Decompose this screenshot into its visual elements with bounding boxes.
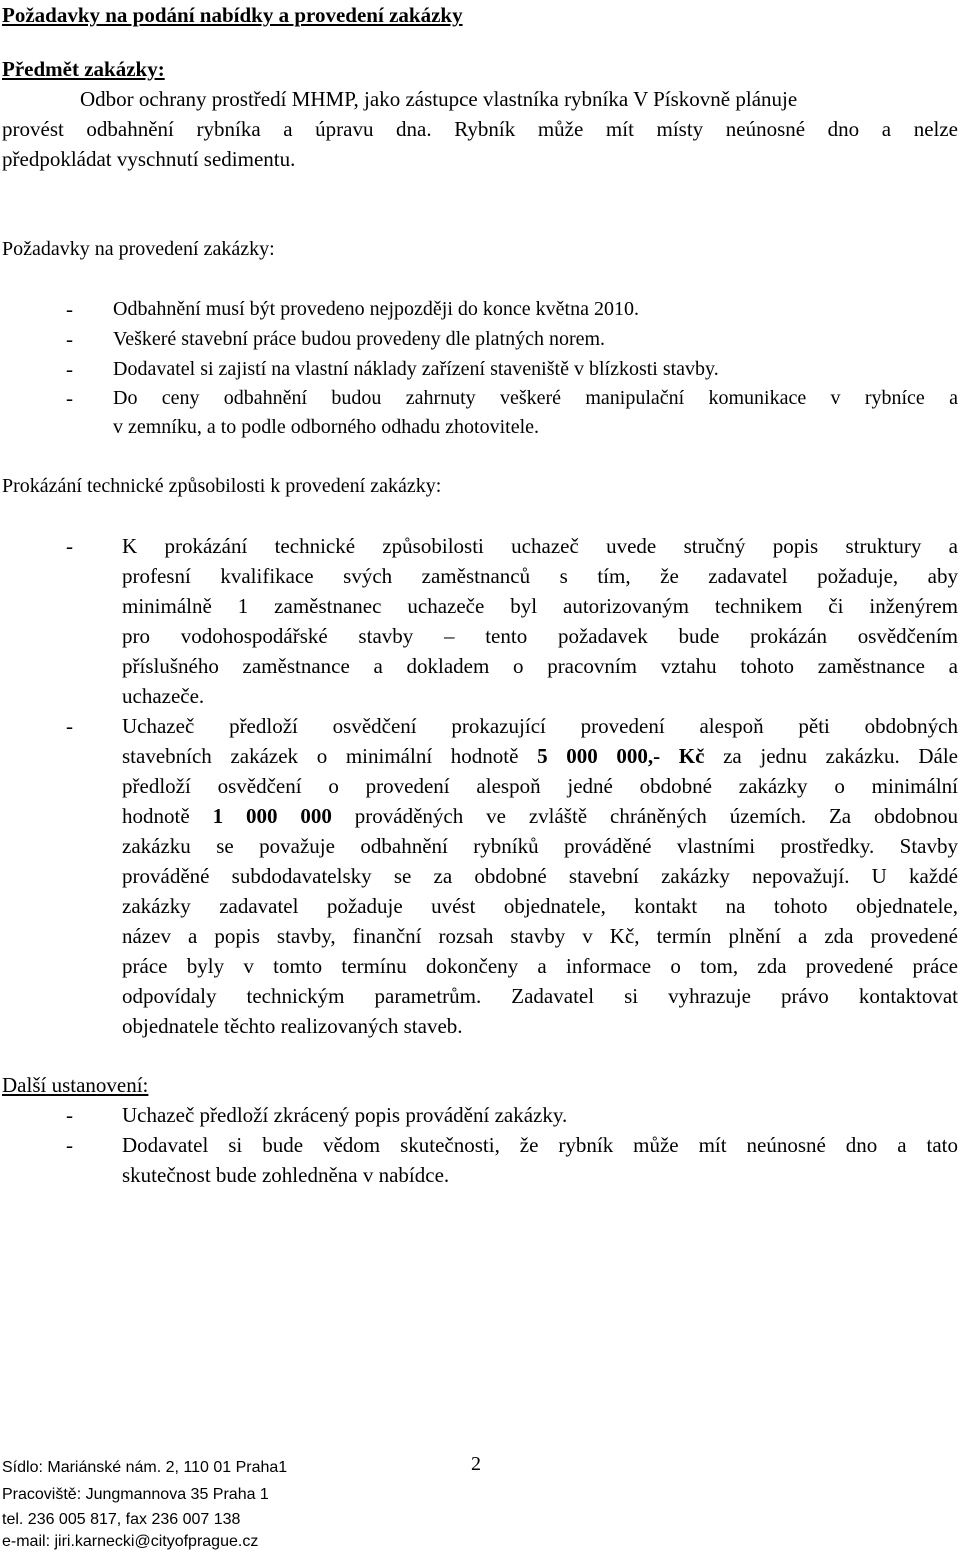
qualification-line: název a popis stavby, finanční rozsah stavby v Kč, termín plnění a zda provedené — [122, 924, 958, 948]
qualification-heading: Prokázání technické způsobilosti k provedení zakázky: — [2, 475, 442, 497]
qualification-line: práce byly v tomto termínu dokončeny a informace o tom, zda provedené práce — [122, 954, 958, 978]
qualification-line: pro vodohospodářské stavby – tento požadavek bude prokázán osvědčením — [122, 624, 958, 648]
provision-item: skutečnost bude zohledněna v nabídce. — [122, 1163, 450, 1187]
bullet-dash: - — [66, 327, 73, 351]
bullet-dash: - — [66, 714, 73, 738]
qualification-text: za jednu zakázku. Dále — [704, 744, 958, 768]
subject-heading: Předmět zakázky: — [2, 57, 165, 81]
requirement-item: Dodavatel si zajistí na vlastní náklady zařízení staveniště v blízkosti stavby. — [113, 358, 719, 380]
footer-workplace: Pracoviště: Jungmannova 35 Praha 1 — [2, 1486, 269, 1503]
document-title: Požadavky na podání nabídky a provedení zakázky — [2, 3, 463, 27]
bullet-dash: - — [66, 357, 73, 381]
min-value-1m: 1 000 000 — [212, 804, 332, 828]
subject-line: předpokládat vyschnutí sedimentu. — [2, 147, 296, 171]
qualification-line: zakázku se považuje odbahnění rybníků prováděné vlastními prostředky. Stavby — [122, 834, 958, 858]
qualification-line: minimálně 1 zaměstnanec uchazeče byl autorizovaným technikem či inženýrem — [122, 594, 958, 618]
requirements-heading: Požadavky na provedení zakázky: — [2, 238, 275, 260]
provision-item: Uchazeč předloží zkrácený popis provádění zakázky. — [122, 1103, 568, 1127]
qualification-line: předloží osvědčení o provedení alespoň jedné obdobné zakázky o minimální — [122, 774, 958, 798]
bullet-dash: - — [66, 534, 73, 558]
requirement-item: Veškeré stavební práce budou provedeny dle platných norem. — [113, 328, 606, 350]
qualification-line: K prokázání technické způsobilosti uchazeč uvede stručný popis struktury a — [122, 534, 958, 558]
qualification-text: prováděných ve zvláště chráněných územích. Za obdobnou — [331, 804, 959, 828]
bullet-dash: - — [66, 1103, 73, 1127]
provision-item: Dodavatel si bude vědom skutečnosti, že rybník může mít neúnosné dno a tato — [122, 1133, 958, 1157]
qualification-line — [122, 803, 958, 829]
bullet-dash: - — [66, 386, 73, 410]
other-provisions-heading: Další ustanovení: — [2, 1073, 149, 1097]
subject-line: provést odbahnění rybníka a úpravu dna. Rybník může mít místy neúnosné dno a nelze — [2, 117, 958, 141]
qualification-line: objednatele těchto realizovaných staveb. — [122, 1014, 463, 1038]
qualification-line: odpovídaly technickým parametrům. Zadavatel si vyhrazuje právo kontaktovat — [122, 984, 958, 1008]
requirement-item: Odbahnění musí být provedeno nejpozději do konce května 2010. — [113, 298, 639, 320]
footer-phone: tel. 236 005 817, fax 236 007 138 — [2, 1511, 241, 1528]
bullet-dash: - — [66, 1133, 73, 1157]
qualification-line: uchazeče. — [122, 684, 205, 708]
qualification-line: Uchazeč předloží osvědčení prokazující provedení alespoň pěti obdobných — [122, 714, 958, 738]
qualification-line — [122, 743, 958, 769]
bullet-dash: - — [66, 297, 73, 321]
subject-line: Odbor ochrany prostředí MHMP, jako zástupce vlastníka rybníka V Pískovně plánuje — [80, 87, 798, 111]
qualification-line: příslušného zaměstnance a dokladem o pracovním vztahu tohoto zaměstnance a — [122, 654, 958, 678]
qualification-line: zakázky zadavatel požaduje uvést objednatele, kontakt na tohoto objednatele, — [122, 894, 958, 918]
page-number: 2 — [471, 1453, 481, 1475]
footer-email: e-mail: jiri.karnecki@cityofprague.cz — [2, 1533, 259, 1550]
requirement-item: Do ceny odbahnění budou zahrnuty veškeré manipulační komunikace v rybníce a — [113, 387, 958, 409]
requirement-item: v zemníku, a to podle odborného odhadu zhotovitele. — [113, 416, 540, 438]
qualification-text: stavebních zakázek o minimální hodnotě — [122, 744, 538, 768]
min-value-5m: 5 000 000,- Kč — [537, 744, 705, 768]
qualification-line: prováděné subdodavatelsky se za obdobné stavební zakázky nepovažují. U každé — [122, 864, 958, 888]
qualification-line: profesní kvalifikace svých zaměstnanců s tím, že zadavatel požaduje, aby — [122, 564, 958, 588]
qualification-text: hodnotě — [122, 804, 213, 828]
footer-address: Sídlo: Mariánské nám. 2, 110 01 Praha1 — [2, 1459, 288, 1476]
